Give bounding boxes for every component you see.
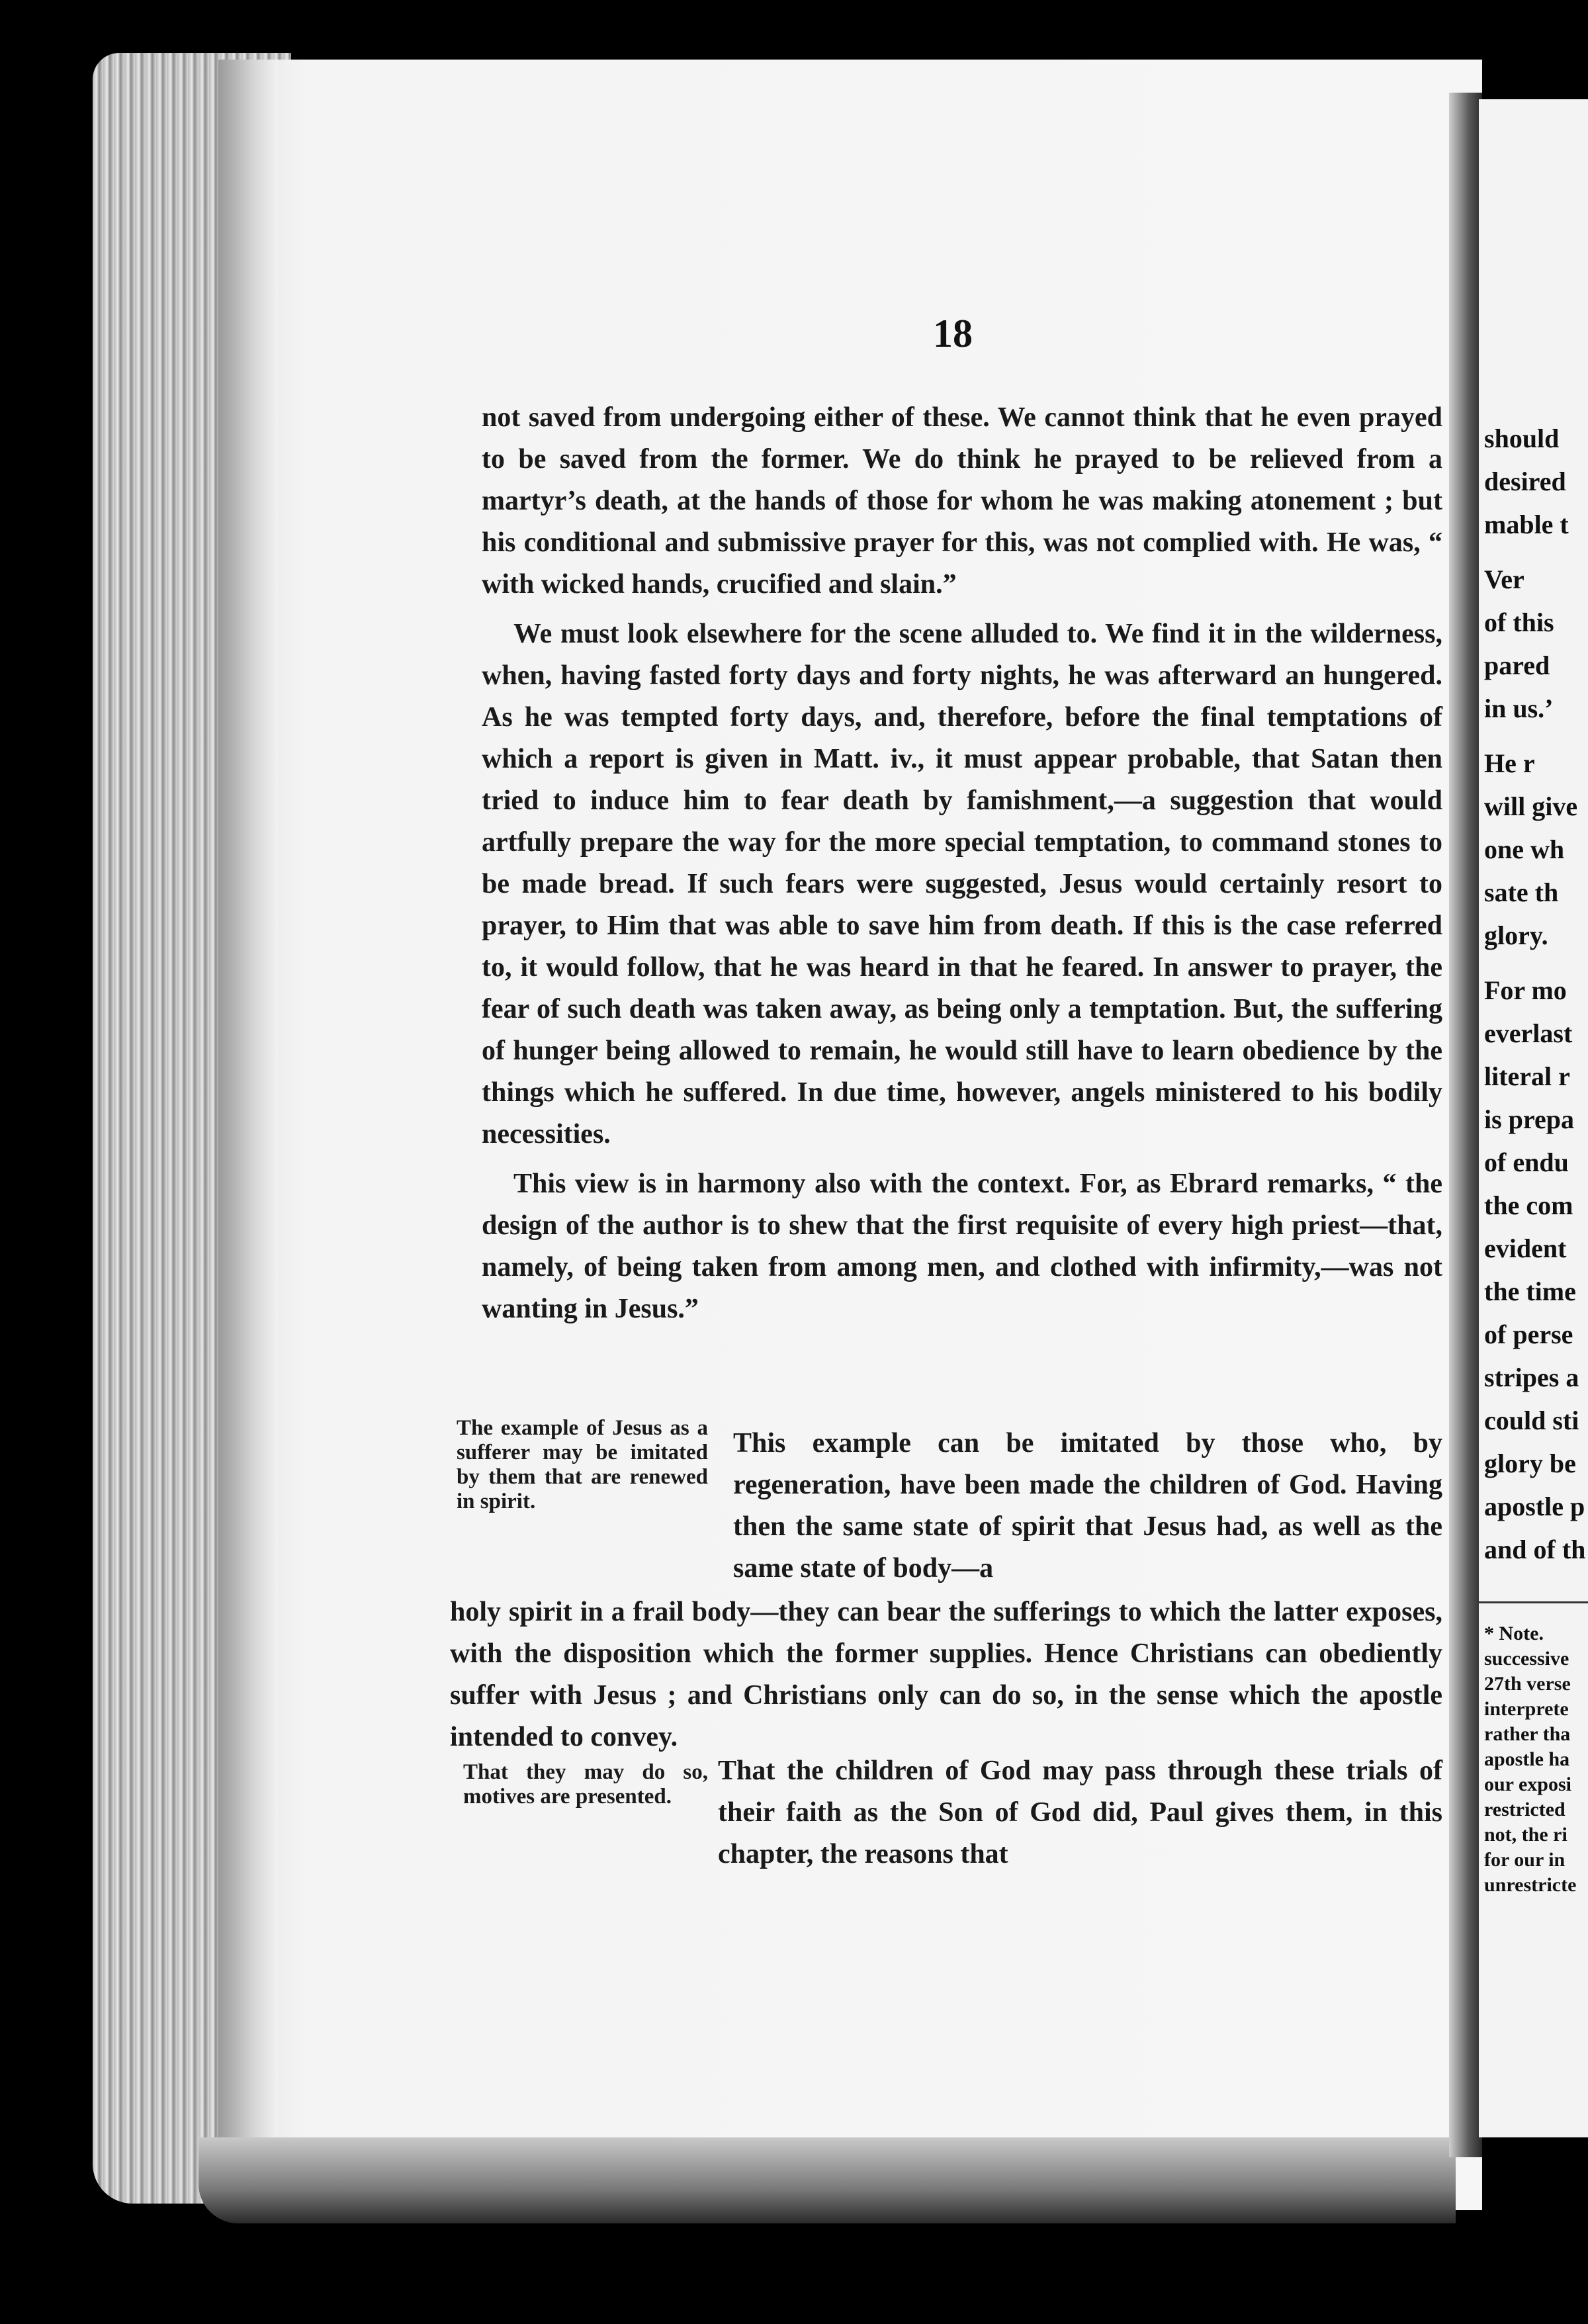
facing-line: evident [1484, 1233, 1567, 1263]
facing-line: pared [1484, 650, 1550, 680]
margin-note-example: The example of Jesus as a sufferer may be imitated by them that are renewed in spirit. [457, 1416, 708, 1513]
facing-page-footnote [1484, 1621, 1588, 1898]
footnote-line: restricted [1484, 1799, 1566, 1820]
paragraph-3: This view is in harmony also with the context. For, as Ebrard remarks, “ the design of the author is to shew that the first requisite of every high priest—that, namely, of being taken from among men, and clothed with infirmity,—was not wanting in Jesus.” [482, 1169, 1442, 1324]
footnote-line: our exposi [1484, 1773, 1571, 1795]
facing-line: He r [1484, 748, 1535, 778]
footnote-line: rather tha [1484, 1723, 1571, 1745]
footnote-line: successive [1484, 1648, 1569, 1670]
facing-line: will give [1484, 791, 1578, 821]
facing-page [1479, 99, 1588, 2137]
page-bottom-shadow [198, 2137, 1456, 2223]
facing-line: mable t [1484, 510, 1569, 539]
facing-line: stripes a [1484, 1363, 1579, 1392]
footnote-rule [1479, 1601, 1588, 1603]
facing-line: and of th [1484, 1535, 1586, 1564]
line-gap [1484, 957, 1588, 969]
footnote-line: apostle ha [1484, 1748, 1570, 1770]
facing-line: of perse [1484, 1319, 1573, 1349]
footnote-line: interprete [1484, 1698, 1569, 1720]
facing-line: is prepa [1484, 1104, 1574, 1134]
line-gap [1484, 730, 1588, 742]
facing-line: literal r [1484, 1061, 1570, 1091]
main-text [482, 397, 1442, 1330]
facing-line: the com [1484, 1190, 1573, 1220]
footnote-line: 27th verse [1484, 1673, 1571, 1695]
facing-line: one wh [1484, 834, 1565, 864]
footnote-line: unrestricte [1484, 1874, 1577, 1896]
footnote-line: for our in [1484, 1849, 1566, 1871]
paragraph-1: not saved from undergoing either of these. We cannot think that he even prayed to be saved from the former. We do think he prayed to be relieved from a martyr’s death, at the hands of those for whom he was making atonement ; but his conditional and submissive prayer for this, was not complied with. He was, “ with wicked hands, crucified and slain.” [482, 402, 1442, 600]
paragraph-4-start: This example can be imitated by those who, by regeneration, have been made the children of God. Having then the same state of spirit that Jesus had, as well as the same state of body—a [733, 1428, 1442, 1584]
facing-line: desired [1484, 467, 1566, 496]
facing-line: could sti [1484, 1406, 1579, 1435]
facing-line: in us.’ [1484, 693, 1554, 723]
page-number: 18 [933, 312, 973, 355]
facing-line: sate th [1484, 877, 1559, 907]
facing-line: should [1484, 424, 1560, 453]
paragraph-2: We must look elsewhere for the scene alluded to. We find it in the wilderness, when, having fasted forty days and forty nights, he was afterward an hungered. As he was tempted forty days, and, therefore, before the final temptations of which a report is given in Matt. iv., it must appear probable, that Satan then tried to induce him to fear death by famishment,—a suggestion that would artfully prepare the way for the more special temptation, to command stones to be made bread. If such fears were suggested, Jesus would certainly resort to prayer, to Him that was able to save him from death. If this is the case referred to, it would follow, that he was heard in that he feared. In answer to prayer, the fear of such death was taken away, as being only a temptation. But, the suffering of hunger being allowed to remain, he would still have to learn obedience by the things which he suffered. In due time, however, angels ministered to his bodily necessities. [482, 619, 1442, 1149]
facing-line: apostle p [1484, 1492, 1585, 1521]
paragraph-4-continued: holy spirit in a frail body—they can bear the sufferings to which the latter exposes, with the disposition which the former supplies. Hence Christians can obediently suffer with Jesus ; and Christians only can do so, in the sense which the apostle intended to convey. [450, 1597, 1442, 1752]
margin-note-motives: That they may do so, motives are presented. [463, 1760, 708, 1809]
footnote-line: not, the ri [1484, 1824, 1567, 1846]
facing-line: the time [1484, 1276, 1576, 1306]
footnote-line: * Note. [1484, 1623, 1544, 1644]
facing-line: of endu [1484, 1147, 1569, 1177]
book-gutter [1449, 93, 1482, 2157]
page-curl-shadow [218, 60, 278, 2177]
facing-line: glory be [1484, 1449, 1576, 1478]
facing-line: everlast [1484, 1018, 1573, 1048]
line-gap [1484, 546, 1588, 558]
facing-line: For mo [1484, 975, 1567, 1005]
facing-line: Ver [1484, 564, 1524, 594]
facing-line: glory. [1484, 920, 1548, 950]
facing-page-text [1484, 417, 1588, 1571]
paragraph-5: That the children of God may pass through these trials of their faith as the Son of God did, Paul gives them, in this chapter, the reasons that [718, 1756, 1442, 1869]
facing-line: of this [1484, 607, 1554, 637]
